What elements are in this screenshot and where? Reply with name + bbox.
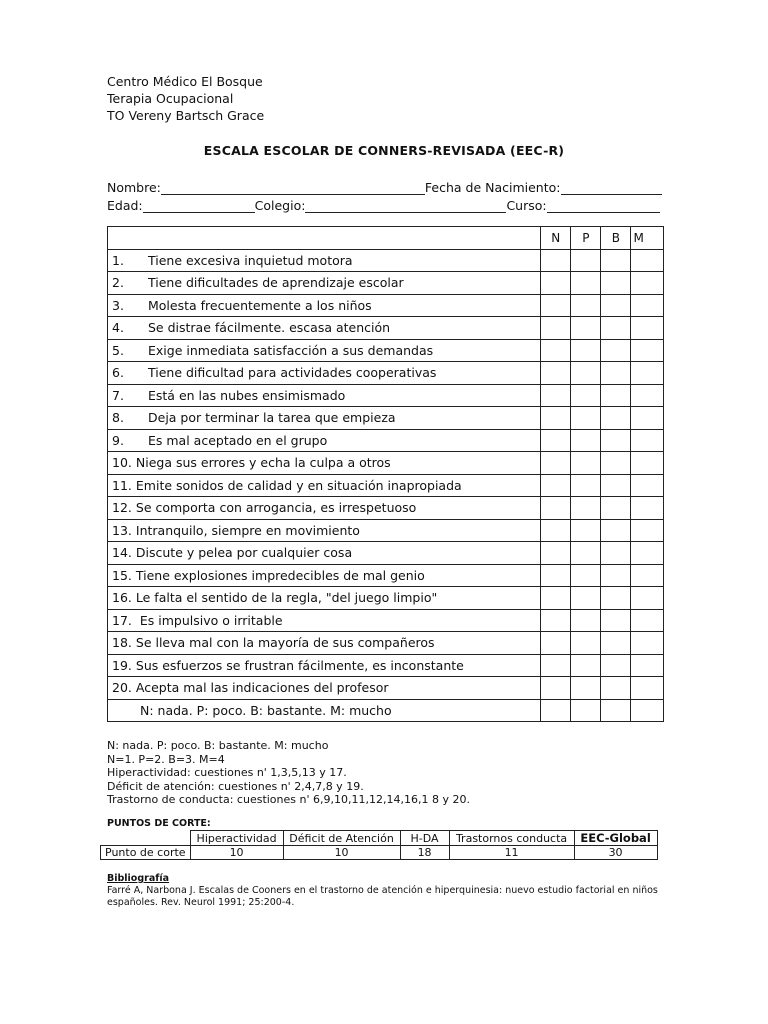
answer-cell-m[interactable]	[631, 407, 664, 430]
table-row	[108, 519, 664, 542]
table-row	[108, 564, 664, 587]
answer-cell-p[interactable]	[571, 362, 601, 385]
table-row	[108, 249, 664, 272]
answer-cell-b[interactable]	[601, 654, 631, 677]
question-cell	[108, 362, 541, 385]
answer-cell-b[interactable]	[601, 587, 631, 610]
answer-cell-p[interactable]	[571, 249, 601, 272]
field-row-1	[107, 177, 663, 195]
column-header-m: M	[631, 227, 664, 250]
answer-cell-n[interactable]	[541, 677, 571, 700]
question-cell	[108, 294, 541, 317]
answer-cell-p[interactable]	[571, 677, 601, 700]
question-cell	[108, 542, 541, 565]
answer-cell-p[interactable]	[571, 474, 601, 497]
question-text: Se comporta con arrogancia, es irrespetuoso	[135, 500, 417, 516]
answer-cell-b[interactable]	[601, 339, 631, 362]
question-text: Niega sus errores y echa la culpa a otros	[135, 455, 391, 471]
question-number: 19.	[112, 657, 132, 673]
answer-cell-p[interactable]	[571, 632, 601, 655]
question-number: 7.	[112, 387, 124, 403]
table-row	[108, 362, 664, 385]
table-row	[108, 587, 664, 610]
answer-cell-p[interactable]	[571, 587, 601, 610]
answer-cell-b[interactable]	[601, 519, 631, 542]
answer-cell-m[interactable]	[631, 587, 664, 610]
question-text: Tiene excesiva inquietud motora	[148, 252, 353, 268]
answer-cell-n[interactable]	[541, 564, 571, 587]
answer-cell-m[interactable]	[631, 452, 664, 475]
answer-cell-m[interactable]	[631, 249, 664, 272]
question-text: Se lleva mal con la mayoría de sus compañeros	[135, 635, 435, 651]
form-fields	[107, 177, 663, 213]
question-cell	[108, 609, 541, 632]
question-text: Tiene explosiones impredecibles de mal genio	[135, 567, 425, 583]
question-number: 2.	[112, 275, 124, 291]
fecha-field[interactable]	[561, 181, 662, 195]
answer-cell-b[interactable]	[601, 407, 631, 430]
table-row	[108, 272, 664, 295]
cutoff-title: PUNTOS DE CORTE:	[107, 818, 211, 829]
answer-cell-n[interactable]	[541, 317, 571, 340]
question-number: 3.	[112, 297, 124, 313]
question-number: 5.	[112, 342, 124, 358]
answer-cell-n[interactable]	[541, 609, 571, 632]
question-number: 15.	[112, 567, 132, 583]
table-header-blank	[108, 227, 541, 250]
question-number: 6.	[112, 365, 124, 381]
answer-cell-b[interactable]	[601, 362, 631, 385]
cutoff-header: Trastornos conducta	[449, 831, 574, 846]
table-row	[108, 339, 664, 362]
table-row	[108, 317, 664, 340]
answer-cell-b[interactable]	[601, 294, 631, 317]
question-text: Emite sonidos de calidad y en situación inapropiada	[135, 477, 462, 493]
answer-cell-n[interactable]	[541, 587, 571, 610]
answer-cell-p[interactable]	[571, 407, 601, 430]
answer-cell-m[interactable]	[631, 519, 664, 542]
answer-cell-b[interactable]	[601, 542, 631, 565]
colegio-label: Colegio:	[254, 198, 306, 213]
answer-cell-n[interactable]	[541, 384, 571, 407]
answer-cell-m[interactable]	[631, 564, 664, 587]
cutoff-value: 11	[449, 846, 574, 860]
question-cell	[108, 317, 541, 340]
note-line: Hiperactividad: cuestiones n' 1,3,5,13 y 17.	[107, 766, 347, 780]
question-text: Sus esfuerzos se frustran fácilmente, es inconstante	[135, 657, 464, 673]
question-number: 11.	[112, 477, 132, 493]
question-text: Tiene dificultades de aprendizaje escolar	[148, 275, 404, 291]
answer-cell-b[interactable]	[601, 272, 631, 295]
header-therapist: TO Vereny Bartsch Grace	[107, 108, 265, 123]
header-block	[107, 73, 264, 124]
question-number: 12.	[112, 500, 132, 516]
table-row	[108, 677, 664, 700]
scoring-notes	[107, 739, 470, 807]
answer-cell-b[interactable]	[601, 677, 631, 700]
legend-cell	[631, 699, 664, 722]
answer-cell-p[interactable]	[571, 564, 601, 587]
note-line: Déficit de atención: cuestiones n' 2,4,7,8 y 19.	[107, 779, 364, 793]
answer-cell-b[interactable]	[601, 452, 631, 475]
answer-cell-b[interactable]	[601, 317, 631, 340]
answer-cell-p[interactable]	[571, 497, 601, 520]
header-institution: Centro Médico El Bosque	[107, 74, 263, 89]
table-row	[108, 294, 664, 317]
question-cell	[108, 564, 541, 587]
page-title: ESCALA ESCOLAR DE CONNERS-REVISADA (EEC-R)	[203, 143, 565, 158]
answer-cell-n[interactable]	[541, 362, 571, 385]
items-table	[107, 226, 664, 722]
answer-cell-b[interactable]	[601, 429, 631, 452]
answer-cell-n[interactable]	[541, 542, 571, 565]
table-row	[108, 497, 664, 520]
answer-cell-m[interactable]	[631, 474, 664, 497]
answer-cell-n[interactable]	[541, 497, 571, 520]
column-header-b: B	[601, 227, 631, 250]
cutoff-value: 30	[574, 846, 657, 860]
answer-cell-n[interactable]	[541, 654, 571, 677]
note-line: N: nada. P: poco. B: bastante. M: mucho	[107, 739, 329, 752]
answer-cell-m[interactable]	[631, 632, 664, 655]
question-number: 13.	[112, 522, 132, 538]
question-number: 1.	[112, 252, 124, 268]
nombre-field[interactable]	[161, 181, 425, 195]
question-cell	[108, 474, 541, 497]
answer-cell-p[interactable]	[571, 339, 601, 362]
cutoff-header: H-DA	[400, 831, 449, 846]
cutoff-value: 10	[190, 846, 283, 860]
answer-cell-m[interactable]	[631, 677, 664, 700]
bibliography-text: Farré A, Narbona J. Escalas de Cooners en el trastorno de atención e hiperquinesia: nuevo estudio factorial en niños españoles. Rev. Neurol 1991; 25:200-4.	[107, 885, 658, 908]
answer-cell-p[interactable]	[571, 609, 601, 632]
question-text: Es impulsivo o irritable	[139, 612, 283, 628]
question-cell	[108, 249, 541, 272]
answer-cell-p[interactable]	[571, 519, 601, 542]
answer-cell-m[interactable]	[631, 294, 664, 317]
answer-cell-p[interactable]	[571, 452, 601, 475]
answer-cell-n[interactable]	[541, 294, 571, 317]
answer-cell-n[interactable]	[541, 519, 571, 542]
answer-cell-p[interactable]	[571, 654, 601, 677]
question-text: Exige inmediata satisfacción a sus demandas	[148, 342, 434, 358]
answer-cell-b[interactable]	[601, 249, 631, 272]
question-text: Es mal aceptado en el grupo	[148, 432, 328, 448]
fecha-label: Fecha de Nacimiento:	[424, 180, 561, 195]
answer-cell-p[interactable]	[571, 429, 601, 452]
colegio-field[interactable]	[305, 199, 506, 213]
question-number: 18.	[112, 635, 132, 651]
answer-cell-m[interactable]	[631, 339, 664, 362]
answer-cell-b[interactable]	[601, 632, 631, 655]
nombre-label: Nombre:	[107, 180, 161, 195]
table-row	[108, 452, 664, 475]
question-text: Está en las nubes ensimismado	[148, 387, 346, 403]
legend-cell	[571, 699, 601, 722]
answer-cell-n[interactable]	[541, 407, 571, 430]
question-text: Se distrae fácilmente. escasa atención	[148, 320, 391, 336]
cutoff-value-row	[101, 846, 658, 860]
header-department: Terapia Ocupacional	[107, 91, 234, 106]
cutoff-header-row	[101, 831, 658, 846]
legend-cell	[541, 699, 571, 722]
question-text: Molesta frecuentemente a los niños	[148, 297, 372, 313]
question-text: Deja por terminar la tarea que empieza	[148, 410, 396, 426]
answer-cell-b[interactable]	[601, 497, 631, 520]
answer-cell-p[interactable]	[571, 294, 601, 317]
cutoff-header: Déficit de Atención	[283, 831, 400, 846]
question-cell	[108, 497, 541, 520]
answer-cell-n[interactable]	[541, 474, 571, 497]
question-number: 14.	[112, 545, 132, 561]
column-header-n: N	[541, 227, 571, 250]
cutoff-row-label: Punto de corte	[101, 846, 191, 860]
answer-cell-n[interactable]	[541, 429, 571, 452]
answer-cell-m[interactable]	[631, 609, 664, 632]
answer-cell-b[interactable]	[601, 474, 631, 497]
answer-cell-p[interactable]	[571, 272, 601, 295]
answer-cell-m[interactable]	[631, 497, 664, 520]
cutoff-header: Hiperactividad	[190, 831, 283, 846]
answer-cell-m[interactable]	[631, 654, 664, 677]
answer-cell-b[interactable]	[601, 609, 631, 632]
answer-cell-n[interactable]	[541, 272, 571, 295]
answer-cell-n[interactable]	[541, 249, 571, 272]
question-text: Le falta el sentido de la regla, "del juego limpio"	[135, 590, 438, 606]
column-header-p: P	[571, 227, 601, 250]
cutoff-value: 10	[283, 846, 400, 860]
cutoff-table	[100, 830, 658, 860]
answer-cell-m[interactable]	[631, 317, 664, 340]
curso-label: Curso:	[506, 198, 547, 213]
answer-cell-m[interactable]	[631, 384, 664, 407]
legend-cell	[601, 699, 631, 722]
answer-cell-b[interactable]	[601, 564, 631, 587]
question-number: 20.	[112, 680, 132, 696]
question-number: 4.	[112, 320, 124, 336]
bibliography	[107, 873, 667, 909]
question-cell	[108, 339, 541, 362]
answer-cell-p[interactable]	[571, 384, 601, 407]
question-cell	[108, 654, 541, 677]
question-cell	[108, 677, 541, 700]
answer-cell-m[interactable]	[631, 272, 664, 295]
cutoff-corner	[101, 831, 191, 846]
answer-cell-b[interactable]	[601, 384, 631, 407]
question-number: 16.	[112, 590, 132, 606]
table-row	[108, 429, 664, 452]
answer-cell-m[interactable]	[631, 542, 664, 565]
question-cell	[108, 429, 541, 452]
answer-cell-n[interactable]	[541, 452, 571, 475]
question-number: 9.	[112, 432, 124, 448]
curso-field[interactable]	[547, 199, 660, 213]
answer-cell-p[interactable]	[571, 542, 601, 565]
question-number: 8.	[112, 410, 124, 426]
cutoff-value: 18	[400, 846, 449, 860]
question-cell	[108, 519, 541, 542]
question-cell	[108, 407, 541, 430]
legend-row-text: N: nada. P: poco. B: bastante. M: mucho	[108, 699, 541, 722]
question-text: Discute y pelea por cualquier cosa	[135, 545, 353, 561]
question-number: 17.	[112, 612, 132, 628]
answer-cell-p[interactable]	[571, 317, 601, 340]
question-text: Intranquilo, siempre en movimiento	[135, 522, 360, 538]
question-cell	[108, 384, 541, 407]
table-row	[108, 632, 664, 655]
table-row	[108, 654, 664, 677]
question-text: Tiene dificultad para actividades cooperativas	[148, 365, 437, 381]
table-row	[108, 474, 664, 497]
question-text: Acepta mal las indicaciones del profesor	[135, 680, 389, 696]
table-row	[108, 542, 664, 565]
answer-cell-n[interactable]	[541, 632, 571, 655]
answer-cell-m[interactable]	[631, 429, 664, 452]
note-line: Trastorno de conducta: cuestiones n' 6,9,10,11,12,14,16,1 8 y 20.	[107, 793, 470, 807]
answer-cell-m[interactable]	[631, 362, 664, 385]
table-row	[108, 384, 664, 407]
answer-cell-n[interactable]	[541, 339, 571, 362]
table-row	[108, 407, 664, 430]
bibliography-title: Bibliografía	[107, 873, 170, 884]
edad-field[interactable]	[143, 199, 255, 213]
note-line: N=1. P=2. B=3. M=4	[107, 752, 225, 766]
question-cell	[108, 272, 541, 295]
edad-label: Edad:	[107, 198, 143, 213]
cutoff-header: EEC-Global	[574, 831, 657, 846]
legend-row	[108, 699, 664, 722]
question-cell	[108, 587, 541, 610]
question-number: 10.	[112, 455, 132, 471]
table-header-row	[108, 227, 664, 250]
question-cell	[108, 632, 541, 655]
question-cell	[108, 452, 541, 475]
field-row-2	[107, 195, 663, 213]
table-row	[108, 609, 664, 632]
